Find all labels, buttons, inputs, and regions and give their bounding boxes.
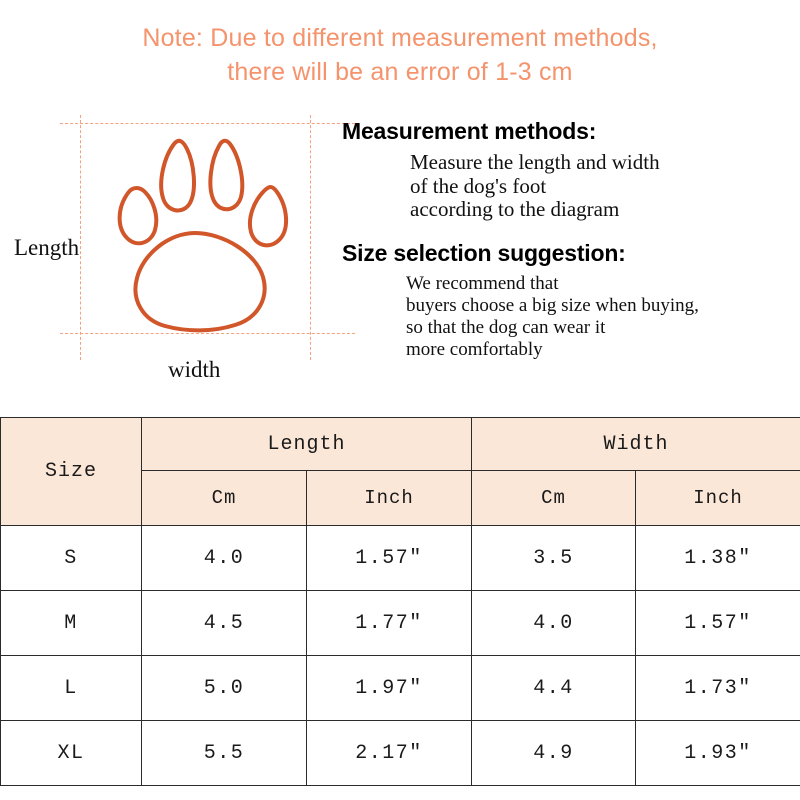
table-row (1, 656, 800, 721)
cell-width-cm: 4.0 (472, 591, 636, 656)
note-line-2: there will be an error of 1-3 cm (227, 57, 573, 86)
cell-width-inch: 1.57″ (636, 591, 800, 656)
cell-size: XL (1, 721, 142, 786)
paw-measurement-diagram (0, 115, 340, 405)
size-line-3: so that the dog can wear it (406, 316, 606, 338)
measurement-line-1: Measure the length and width (410, 150, 660, 174)
header-width: Width (472, 418, 800, 471)
diagram-length-label: Length (14, 235, 80, 260)
guide-line-right (310, 115, 311, 360)
cell-size: M (1, 591, 142, 656)
cell-width-cm: 3.5 (472, 526, 636, 591)
note-line-1: Note: Due to different measurement methods, (142, 24, 658, 52)
measurement-methods-heading: Measurement methods: (342, 118, 597, 144)
cell-size: S (1, 526, 142, 591)
table-row (1, 721, 800, 786)
header-width-cm: Cm (472, 471, 636, 526)
cell-length-cm: 5.5 (142, 721, 307, 786)
table-row (1, 591, 800, 656)
diagram-width-label: width (168, 357, 221, 382)
cell-width-cm: 4.9 (472, 721, 636, 786)
guide-line-left (80, 115, 81, 360)
measurement-line-2: of the dog's foot (410, 173, 547, 198)
cell-width-inch: 1.93″ (636, 721, 800, 786)
cell-width-cm: 4.4 (472, 656, 636, 721)
cell-length-cm: 5.0 (142, 656, 307, 721)
cell-width-inch: 1.38″ (636, 526, 800, 591)
table-row (1, 526, 800, 591)
cell-size: L (1, 656, 142, 721)
cell-length-inch: 1.57″ (307, 526, 472, 591)
instructions-block (342, 118, 792, 361)
size-line-4: more comfortably (406, 339, 543, 361)
header-length: Length (142, 418, 472, 471)
cell-length-inch: 1.97″ (307, 656, 472, 721)
guide-line-top (60, 123, 355, 124)
header-length-cm: Cm (142, 471, 307, 526)
header-width-inch: Inch (636, 471, 800, 526)
cell-length-inch: 2.17″ (307, 721, 472, 786)
cell-length-cm: 4.0 (142, 526, 307, 591)
cell-length-cm: 4.5 (142, 591, 307, 656)
size-suggestion-text (406, 273, 792, 362)
header-size: Size (1, 418, 142, 526)
cell-length-inch: 1.77″ (307, 591, 472, 656)
size-line-1: We recommend that (406, 272, 559, 294)
size-line-2: buyers choose a big size when buying, (406, 294, 699, 316)
cell-width-inch: 1.73″ (636, 656, 800, 721)
measurement-note (0, 22, 800, 90)
header-length-inch: Inch (307, 471, 472, 526)
dog-paw-icon (95, 130, 295, 345)
measurement-methods-text (410, 151, 792, 222)
measurement-line-3: according to the diagram (410, 197, 620, 222)
size-suggestion-heading: Size selection suggestion: (342, 239, 626, 266)
table-header-row (1, 418, 800, 471)
size-chart-table (0, 417, 800, 786)
